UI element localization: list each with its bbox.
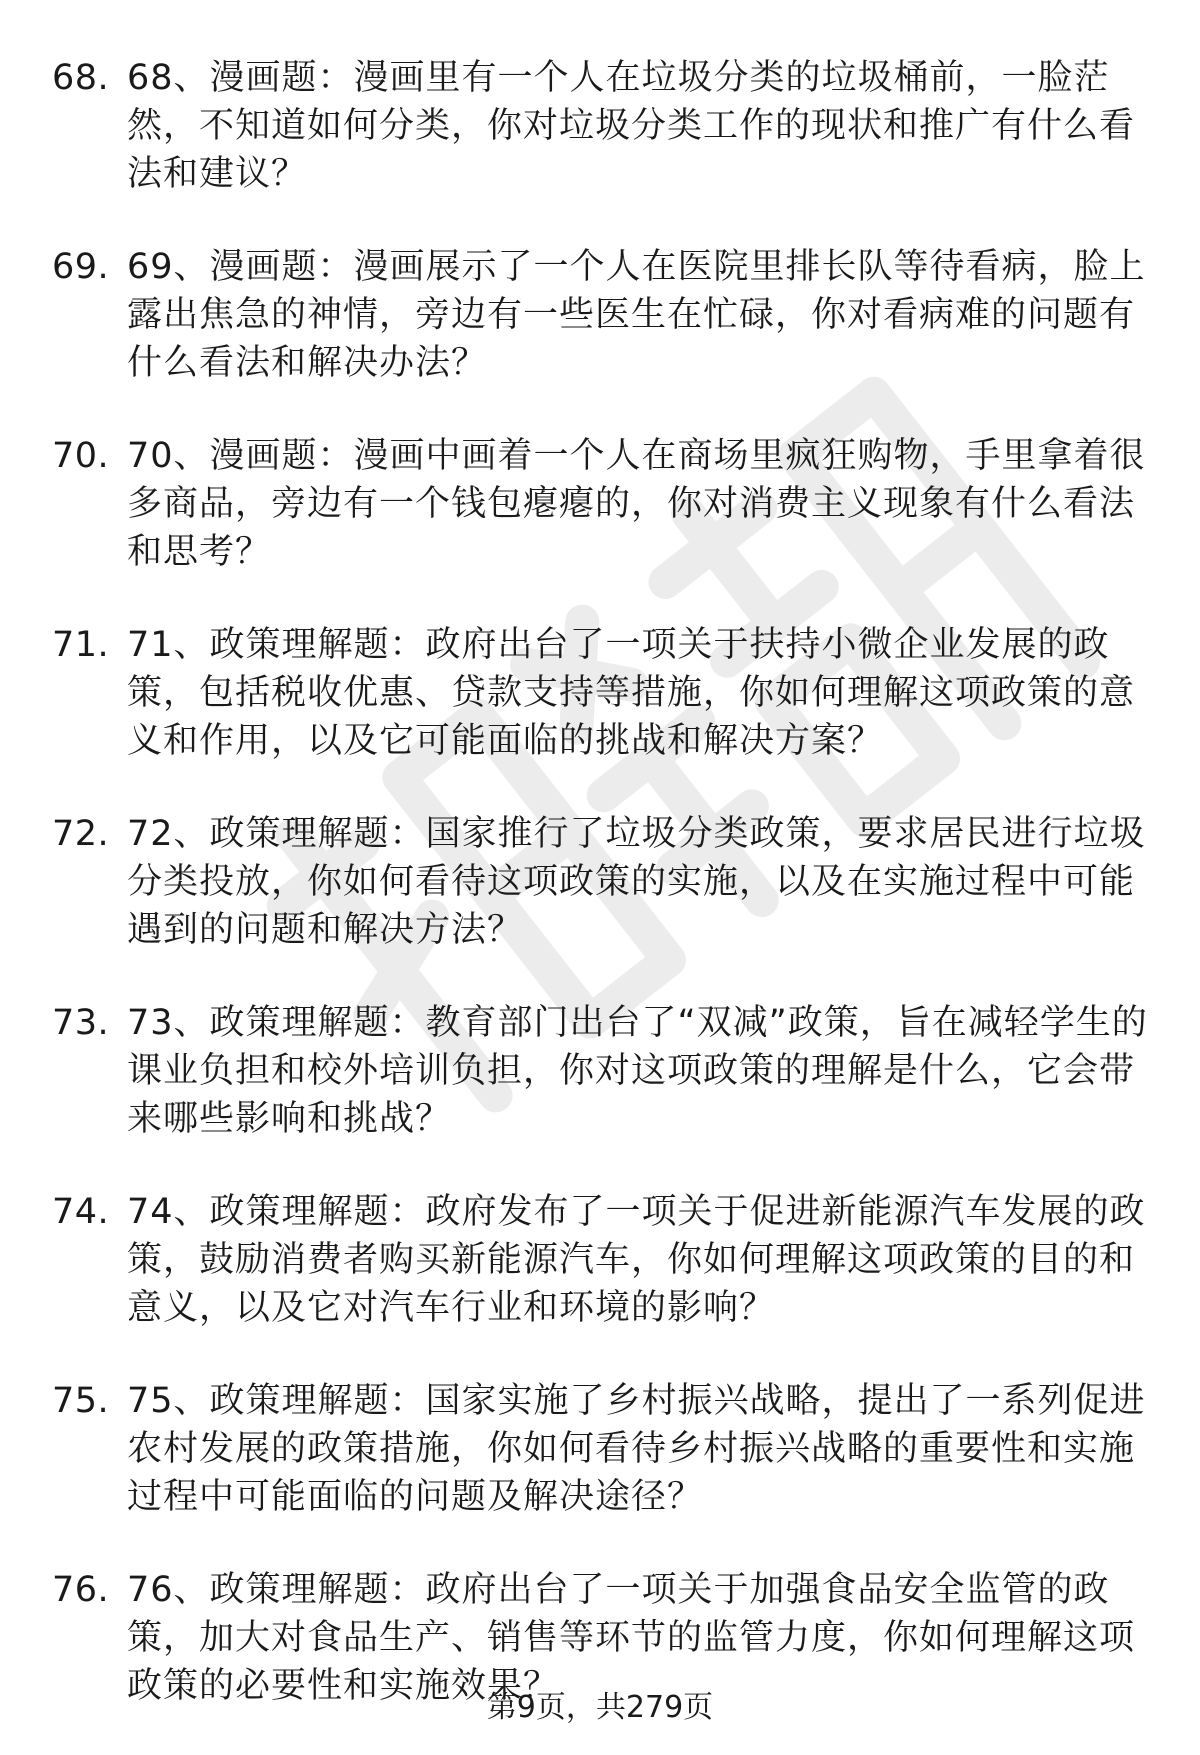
question-item: [52, 432, 1152, 576]
page-footer: [0, 1688, 1200, 1728]
question-number: 74.: [52, 1192, 110, 1232]
question-item: [52, 999, 1152, 1143]
question-text: 68、漫画题：漫画里有一个人在垃圾分类的垃圾桶前，一脸茫然，不知道如何分类，你对垃圾分类工作的现状和推广有什么看法和建议？: [127, 58, 1136, 194]
question-text: 69、漫画题：漫画展示了一个人在医院里排长队等待看病，脸上露出焦急的神情，旁边有一些医生在忙碌，你对看病难的问题有什么看法和解决办法？: [127, 247, 1146, 383]
question-number: 76.: [52, 1570, 110, 1610]
question-number: 68.: [52, 58, 110, 98]
question-text: 75、政策理解题：国家实施了乡村振兴战略，提出了一系列促进农村发展的政策措施，你如何看待乡村振兴战略的重要性和实施过程中可能面临的问题及解决途径？: [127, 1381, 1146, 1517]
question-number: 70.: [52, 436, 110, 476]
question-text: 70、漫画题：漫画中画着一个人在商场里疯狂购物，手里拿着很多商品，旁边有一个钱包瘪瘪的，你对消费主义现象有什么看法和思考？: [127, 436, 1146, 572]
page-indicator: 第9页，共279页: [486, 1690, 714, 1725]
question-number: 72.: [52, 814, 110, 854]
question-item: [52, 1188, 1152, 1332]
question-item: [52, 54, 1152, 198]
question-text: 76、政策理解题：政府出台了一项关于加强食品安全监管的政策，加大对食品生产、销售等环节的监管力度，你如何理解这项政策的必要性和实施效果？: [127, 1570, 1136, 1706]
question-text: 71、政策理解题：政府出台了一项关于扶持小微企业发展的政策，包括税收优惠、贷款支持等措施，你如何理解这项政策的意义和作用，以及它可能面临的挑战和解决方案？: [127, 625, 1136, 761]
question-item: [52, 1377, 1152, 1521]
question-list: [52, 54, 1152, 1755]
question-number: 75.: [52, 1381, 110, 1421]
question-item: [52, 243, 1152, 387]
question-number: 69.: [52, 247, 110, 287]
question-number: 73.: [52, 1003, 110, 1043]
question-text: 73、政策理解题：教育部门出台了“双减”政策，旨在减轻学生的课业负担和校外培训负担，你对这项政策的理解是什么，它会带来哪些影响和挑战？: [127, 1003, 1148, 1139]
question-text: 74、政策理解题：政府发布了一项关于促进新能源汽车发展的政策，鼓励消费者购买新能源汽车，你如何理解这项政策的目的和意义，以及它对汽车行业和环境的影响？: [127, 1192, 1146, 1328]
question-item: [52, 810, 1152, 954]
question-text: 72、政策理解题：国家推行了垃圾分类政策，要求居民进行垃圾分类投放，你如何看待这项政策的实施，以及在实施过程中可能遇到的问题和解决方法？: [127, 814, 1146, 950]
question-item: [52, 621, 1152, 765]
question-number: 71.: [52, 625, 110, 665]
